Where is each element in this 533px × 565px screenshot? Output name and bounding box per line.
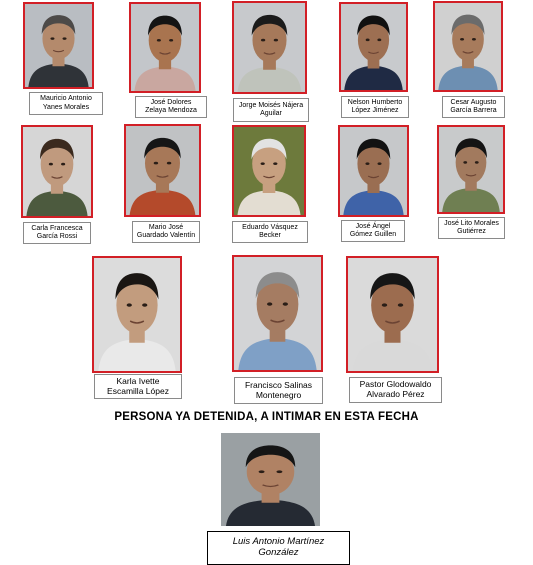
name-caption <box>135 96 207 118</box>
eye <box>142 303 147 306</box>
name-caption <box>341 96 409 118</box>
name-line: González <box>258 547 299 558</box>
eye <box>475 161 479 164</box>
eye <box>463 161 467 164</box>
eye <box>259 470 265 473</box>
eye <box>398 303 403 306</box>
eye <box>365 162 369 165</box>
eye <box>154 162 158 165</box>
name-line: Zelaya Mendoza <box>145 107 197 114</box>
portrait-photo <box>232 1 307 94</box>
name-line: Becker <box>259 232 281 239</box>
name-line: Eduardo Vásquez <box>242 223 298 231</box>
name-caption <box>23 222 91 244</box>
eye <box>378 162 382 165</box>
eye <box>167 162 171 165</box>
eye <box>460 38 464 41</box>
name-line: José Dolores <box>150 98 192 106</box>
eye <box>49 163 53 166</box>
name-caption <box>438 217 505 239</box>
name-line: Luis Antonio Martínez <box>232 536 325 548</box>
name-caption <box>442 96 505 118</box>
portrait-photo <box>437 125 505 214</box>
eye <box>169 39 173 42</box>
eye <box>261 162 265 165</box>
eye <box>377 39 381 42</box>
name-line: Yanes Morales <box>42 103 90 111</box>
name-caption <box>29 92 103 115</box>
name-line: Guardado Valentín <box>136 232 196 239</box>
eye <box>276 470 282 473</box>
name-line: Pastor Glodowaldo <box>359 379 432 390</box>
portrait-photo <box>338 125 409 217</box>
name-line: Nelson Humberto <box>347 98 403 106</box>
name-line: Escamilla López <box>107 385 169 396</box>
name-line: José Ángel <box>355 222 391 230</box>
portrait-photo <box>433 1 503 92</box>
portrait-photo <box>129 2 201 93</box>
name-line: García Rossi <box>36 233 78 240</box>
name-line: Jorge Moisés Nájera <box>238 101 304 109</box>
name-caption <box>234 377 323 404</box>
name-line: Carla Francesca <box>31 224 83 232</box>
section-heading: PERSONA YA DETENIDA, A INTIMAR EN ESTA FECHA <box>114 411 419 423</box>
eye <box>63 37 67 39</box>
name-line: Cesar Augusto <box>450 98 497 106</box>
name-caption <box>232 221 308 243</box>
name-line: Alvarado Pérez <box>366 389 425 399</box>
detained-name-caption <box>207 531 350 565</box>
portrait-photo <box>23 2 94 89</box>
name-line: Karla Ivette <box>116 375 160 386</box>
name-line: López Jiménez <box>351 107 399 114</box>
eye <box>261 39 265 42</box>
name-line: Mauricio Antonio <box>40 95 92 103</box>
name-line: Gutiérrez <box>457 228 486 235</box>
name-line: García Barrera <box>450 107 497 114</box>
portrait-photo <box>124 124 201 217</box>
eye <box>127 303 132 306</box>
eye <box>274 39 278 42</box>
portrait-photo <box>346 256 439 373</box>
name-line: José Lito Morales <box>444 219 499 227</box>
name-line: Francisco Salinas <box>244 379 313 390</box>
portrait-photo <box>232 255 323 372</box>
eye <box>50 37 54 39</box>
name-line: Aguilar <box>260 110 282 117</box>
portrait-photo <box>21 125 93 218</box>
name-caption <box>349 377 442 403</box>
name-caption <box>233 98 309 122</box>
detained-portrait-photo <box>221 433 320 526</box>
name-line: Mario José <box>148 223 184 231</box>
name-line: Gómez Guillen <box>349 231 397 238</box>
name-line: Montenegro <box>255 389 302 400</box>
portrait-photo <box>232 125 306 217</box>
eye <box>267 302 272 305</box>
name-caption <box>341 220 405 242</box>
name-caption <box>132 221 200 243</box>
name-caption <box>94 374 182 399</box>
portrait-photo <box>92 256 182 373</box>
eye <box>61 163 65 166</box>
eye <box>472 38 476 41</box>
eye <box>273 162 277 165</box>
eye <box>366 39 370 42</box>
eye <box>283 302 288 305</box>
eye <box>382 303 387 306</box>
portrait-photo <box>339 2 408 92</box>
eye <box>157 39 161 42</box>
